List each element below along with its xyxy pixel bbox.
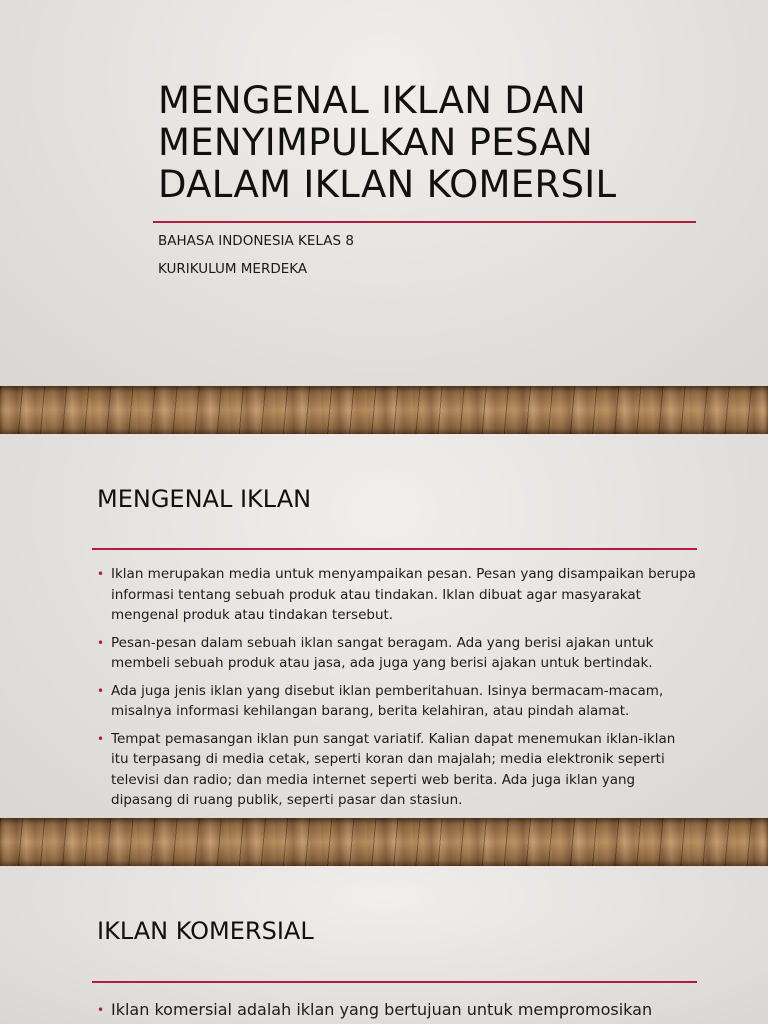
slide-2-title: MENGENAL IKLAN — [97, 485, 312, 513]
wood-floor-divider — [0, 818, 768, 866]
title-divider — [153, 221, 696, 223]
section-divider — [92, 981, 697, 983]
list-item — [97, 999, 697, 1021]
subtitle-curriculum: KURIKULUM MERDEKA — [158, 261, 308, 277]
list-item — [97, 564, 697, 626]
bullet-text: Iklan komersial adalah iklan yang bertujuan untuk mempromosikan — [111, 1000, 653, 1019]
bullet-text: Iklan merupakan media untuk menyampaikan pesan. Pesan yang disampaikan berupa informasi tentang sebuah produk atau tindakan. Iklan dibuat agar masyarakat mengenal produk atau tindakan tersebut. — [111, 566, 696, 623]
bullet-icon: • — [97, 1003, 105, 1017]
list-item — [97, 729, 697, 811]
bullet-text: Ada juga jenis iklan yang disebut iklan pemberitahuan. Isinya bermacam-macam, misalnya informasi kehilangan barang, berita kelahiran, atau pindah alamat. — [111, 682, 664, 719]
section-divider — [92, 548, 697, 550]
subtitle-class: BAHASA INDONESIA KELAS 8 — [158, 233, 354, 249]
bullet-list — [97, 564, 697, 818]
list-item — [97, 633, 697, 674]
bullet-icon: • — [97, 731, 105, 746]
bullet-text: Pesan-pesan dalam sebuah iklan sangat beragam. Ada yang berisi ajakan untuk membeli sebuah produk atau jasa, ada juga yang berisi ajakan untuk bertindak. — [111, 634, 654, 671]
bullet-icon: • — [97, 635, 105, 650]
bullet-list — [97, 999, 697, 1024]
slide-3-title: IKLAN KOMERSIAL — [97, 917, 314, 945]
slide-3 — [0, 866, 768, 1024]
slide-1-title: MENGENAL IKLAN DAN MENYIMPULKAN PESAN DALAM IKLAN KOMERSIL — [158, 79, 617, 206]
list-item — [97, 681, 697, 722]
bullet-icon: • — [97, 683, 105, 698]
slide-1 — [0, 0, 768, 386]
bullet-icon: • — [97, 567, 105, 581]
slide-2 — [0, 434, 768, 818]
wood-floor-divider — [0, 386, 768, 434]
bullet-text: Tempat pemasangan iklan pun sangat variatif. Kalian dapat menemukan iklan-iklan itu terpasang di media cetak, seperti koran dan majalah; media elektronik seperti televisi dan radio; dan media internet seperti web berita. Ada juga iklan yang dipasang di ruang publik, seperti pasar dan stasiun. — [111, 730, 676, 808]
